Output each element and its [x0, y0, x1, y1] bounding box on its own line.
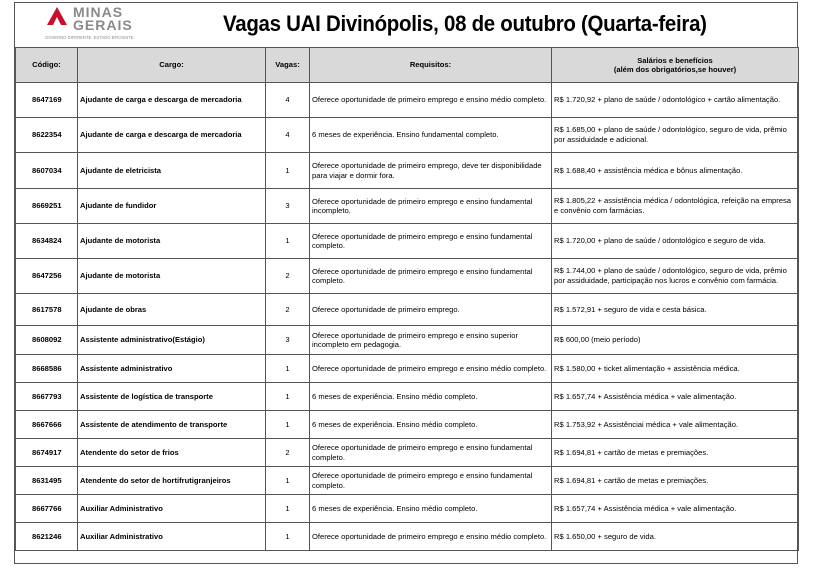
- cell-salario: R$ 1.657,74 + Assistência médica + vale alimentação.: [552, 495, 799, 523]
- cell-vagas: 2: [266, 439, 310, 467]
- table-row: [16, 118, 799, 153]
- table-row: [16, 153, 799, 189]
- cell-salario: R$ 1.753,92 + Assistênciai médica + vale alimentação.: [552, 411, 799, 439]
- cell-salario: R$ 1.720,00 + plano de saúde / odontológico e seguro de vida.: [552, 224, 799, 259]
- table-row: [16, 259, 799, 294]
- cell-requisitos: 6 meses de experiência. Ensino médio completo.: [310, 383, 552, 411]
- cell-requisitos: Oferece oportunidade de primeiro emprego e ensino fundamental completo.: [310, 467, 552, 495]
- minas-gerais-logo: [41, 3, 191, 45]
- cell-cargo: Assistente administrativo: [78, 355, 266, 383]
- cell-codigo: 8669251: [16, 189, 78, 224]
- cell-requisitos: Oferece oportunidade de primeiro emprego e ensino médio completo.: [310, 355, 552, 383]
- cell-cargo: Ajudante de fundidor: [78, 189, 266, 224]
- table-row: [16, 355, 799, 383]
- cell-cargo: Ajudante de obras: [78, 294, 266, 326]
- cell-codigo: 8647169: [16, 83, 78, 118]
- cell-salario: R$ 1.580,00 + ticket alimentação + assistência médica.: [552, 355, 799, 383]
- cell-vagas: 4: [266, 118, 310, 153]
- cell-requisitos: Oferece oportunidade de primeiro emprego e ensino fundamental completo.: [310, 259, 552, 294]
- job-listing-sheet: [14, 2, 798, 564]
- table-row: [16, 439, 799, 467]
- header-salarios: [552, 48, 799, 83]
- cell-requisitos: Oferece oportunidade de primeiro emprego e ensino médio completo.: [310, 523, 552, 551]
- table-row: [16, 495, 799, 523]
- cell-salario: R$ 600,00 (meio período): [552, 326, 799, 355]
- header-requisitos: Requisitos:: [310, 48, 552, 83]
- table-row: [16, 294, 799, 326]
- cell-vagas: 1: [266, 153, 310, 189]
- header-salarios-line2: (além dos obrigatórios,se houver): [613, 65, 737, 74]
- logo-tagline: GOVERNO DIFERENTE. ESTADO EFICIENTE.: [45, 35, 135, 40]
- cell-cargo: Atendente do setor de hortifrutigranjeiros: [78, 467, 266, 495]
- cell-requisitos: Oferece oportunidade de primeiro emprego e ensino superior incompleto em pedagogia.: [310, 326, 552, 355]
- cell-vagas: 1: [266, 355, 310, 383]
- cell-salario: R$ 1.694,81 + cartão de metas e premiações.: [552, 467, 799, 495]
- cell-requisitos: Oferece oportunidade de primeiro emprego e ensino fundamental completo.: [310, 224, 552, 259]
- header-vagas: Vagas:: [266, 48, 310, 83]
- page-title: Vagas UAI Divinópolis, 08 de outubro (Quarta-feira): [223, 11, 707, 36]
- cell-salario: R$ 1.685,00 + plano de saúde / odontológico, seguro de vida, prêmio por assiduidade e adicional.: [552, 118, 799, 153]
- cell-vagas: 1: [266, 495, 310, 523]
- cell-requisitos: Oferece oportunidade de primeiro emprego e ensino fundamental incompleto.: [310, 189, 552, 224]
- cell-cargo: Assistente de logística de transporte: [78, 383, 266, 411]
- cell-cargo: Auxiliar Administrativo: [78, 495, 266, 523]
- cell-codigo: 8667766: [16, 495, 78, 523]
- header-codigo: Código:: [16, 48, 78, 83]
- cell-vagas: 1: [266, 383, 310, 411]
- cell-requisitos: 6 meses de experiência. Ensino médio completo.: [310, 411, 552, 439]
- cell-cargo: Ajudante de carga e descarga de mercadoria: [78, 83, 266, 118]
- cell-codigo: 8667793: [16, 383, 78, 411]
- cell-codigo: 8608092: [16, 326, 78, 355]
- page-header: [15, 3, 797, 48]
- cell-requisitos: 6 meses de experiência. Ensino fundamental completo.: [310, 118, 552, 153]
- cell-salario: R$ 1.572,91 + seguro de vida e cesta básica.: [552, 294, 799, 326]
- cell-salario: R$ 1.805,22 + assistência médica / odontológica, refeição na empresa e convênio com farmácias.: [552, 189, 799, 224]
- cell-cargo: Assistente de atendimento de transporte: [78, 411, 266, 439]
- table-row: [16, 189, 799, 224]
- cell-requisitos: 6 meses de experiência. Ensino médio completo.: [310, 495, 552, 523]
- cell-salario: R$ 1.688,40 + assistência médica e bônus alimentação.: [552, 153, 799, 189]
- cell-cargo: Ajudante de carga e descarga de mercadoria: [78, 118, 266, 153]
- header-cargo: Cargo:: [78, 48, 266, 83]
- table-row: [16, 467, 799, 495]
- cell-codigo: 8647256: [16, 259, 78, 294]
- cell-salario: R$ 1.694,81 + cartão de metas e premiações.: [552, 439, 799, 467]
- cell-requisitos: Oferece oportunidade de primeiro emprego, deve ter disponibilidade para viajar e dormir fora.: [310, 153, 552, 189]
- cell-codigo: 8634824: [16, 224, 78, 259]
- cell-codigo: 8621246: [16, 523, 78, 551]
- header-salarios-line1: Salários e benefícios: [637, 55, 713, 65]
- cell-cargo: Assistente administrativo(Estágio): [78, 326, 266, 355]
- table-row: [16, 523, 799, 551]
- cell-requisitos: Oferece oportunidade de primeiro emprego.: [310, 294, 552, 326]
- cell-cargo: Auxiliar Administrativo: [78, 523, 266, 551]
- cell-cargo: Ajudante de eletricista: [78, 153, 266, 189]
- table-row: [16, 224, 799, 259]
- table-row: [16, 326, 799, 355]
- cell-salario: R$ 1.744,00 + plano de saúde / odontológico, seguro de vida, prêmio por assiduidade, participação nos lucros e convênio com farmácia.: [552, 259, 799, 294]
- table-row: [16, 411, 799, 439]
- cell-salario: R$ 1.720,92 + plano de saúde / odontológico + cartão alimentação.: [552, 83, 799, 118]
- cell-codigo: 8607034: [16, 153, 78, 189]
- cell-vagas: 1: [266, 224, 310, 259]
- cell-codigo: 8617578: [16, 294, 78, 326]
- cell-vagas: 4: [266, 83, 310, 118]
- jobs-table: [15, 47, 799, 551]
- cell-vagas: 2: [266, 294, 310, 326]
- cell-codigo: 8667666: [16, 411, 78, 439]
- table-header-row: [16, 48, 799, 83]
- cell-vagas: 1: [266, 467, 310, 495]
- cell-cargo: Ajudante de motorista: [78, 224, 266, 259]
- cell-codigo: 8668586: [16, 355, 78, 383]
- cell-codigo: 8674917: [16, 439, 78, 467]
- cell-requisitos: Oferece oportunidade de primeiro emprego e ensino médio completo.: [310, 83, 552, 118]
- cell-cargo: Ajudante de motorista: [78, 259, 266, 294]
- cell-salario: R$ 1.650,00 + seguro de vida.: [552, 523, 799, 551]
- table-row: [16, 83, 799, 118]
- table-row: [16, 383, 799, 411]
- cell-vagas: 2: [266, 259, 310, 294]
- cell-requisitos: Oferece oportunidade de primeiro emprego e ensino fundamental completo.: [310, 439, 552, 467]
- logo-line1: MINAS: [73, 4, 124, 20]
- cell-vagas: 3: [266, 326, 310, 355]
- cell-codigo: 8631495: [16, 467, 78, 495]
- cell-salario: R$ 1.657,74 + Assistência médica + vale alimentação.: [552, 383, 799, 411]
- logo-line2: GERAIS: [73, 17, 133, 33]
- cell-vagas: 1: [266, 411, 310, 439]
- cell-vagas: 1: [266, 523, 310, 551]
- cell-codigo: 8622354: [16, 118, 78, 153]
- cell-cargo: Atendente do setor de frios: [78, 439, 266, 467]
- cell-vagas: 3: [266, 189, 310, 224]
